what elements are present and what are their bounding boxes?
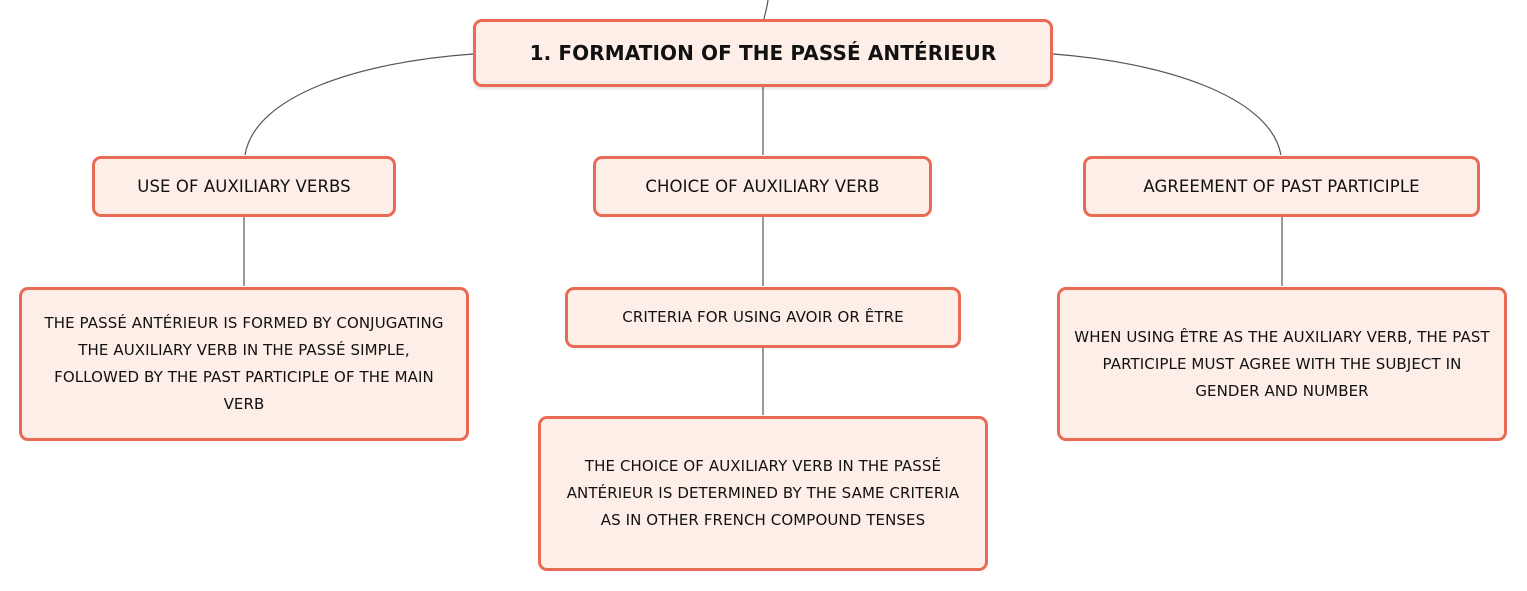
root-node[interactable] [473, 19, 1053, 87]
connector-root-to-agreement-of-past-participle [1053, 54, 1281, 155]
node-formation-detail-text: THE PASSÉ ANTÉRIEUR IS FORMED BY CONJUGATING THE AUXILIARY VERB IN THE PASSÉ SIMPLE, FOLLOWED BY THE PAST PARTICIPLE OF THE MAIN VERB [44, 314, 444, 413]
node-choice-detail-text: THE CHOICE OF AUXILIARY VERB IN THE PASSÉ ANTÉRIEUR IS DETERMINED BY THE SAME CRITERIA AS IN OTHER FRENCH COMPOUND TENSES [566, 457, 960, 529]
root-node-label: 1. FORMATION OF THE PASSÉ ANTÉRIEUR [529, 40, 997, 65]
node-choice-detail[interactable] [538, 416, 988, 571]
node-choice-of-auxiliary-verb[interactable] [593, 156, 932, 217]
node-use-of-auxiliary-verbs-label: USE OF AUXILIARY VERBS [137, 177, 351, 196]
node-criteria-avoir-etre[interactable] [565, 287, 961, 348]
node-choice-of-auxiliary-verb-label: CHOICE OF AUXILIARY VERB [645, 177, 880, 196]
node-agreement-of-past-participle-label: AGREEMENT OF PAST PARTICIPLE [1143, 177, 1420, 196]
node-criteria-avoir-etre-label: CRITERIA FOR USING AVOIR OR ÊTRE [622, 308, 904, 326]
incoming-connector [764, 0, 768, 19]
node-agreement-detail[interactable] [1057, 287, 1507, 441]
node-use-of-auxiliary-verbs[interactable] [92, 156, 396, 217]
node-agreement-detail-text: WHEN USING ÊTRE AS THE AUXILIARY VERB, THE PAST PARTICIPLE MUST AGREE WITH THE SUBJECT IN GENDER AND NUMBER [1074, 327, 1490, 400]
node-agreement-of-past-participle[interactable] [1083, 156, 1480, 217]
connector-root-to-use-of-auxiliary-verbs [245, 54, 473, 155]
node-formation-detail[interactable] [19, 287, 469, 441]
